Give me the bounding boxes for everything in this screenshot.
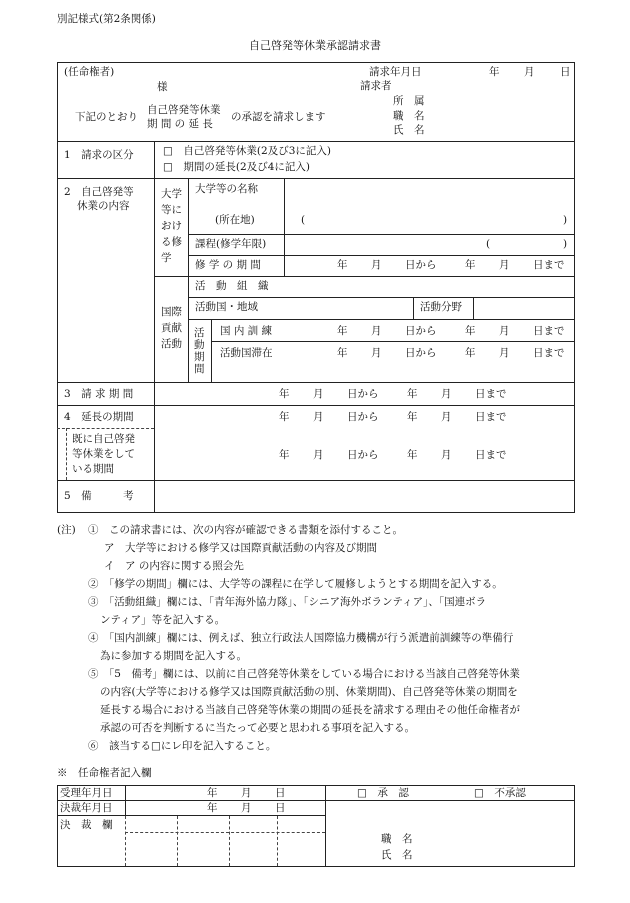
paren-close: ) — [563, 214, 568, 226]
request-year: 年 — [489, 66, 500, 78]
approval-column-label: 決 裁 欄 — [60, 819, 113, 831]
leave-content-label-1: 2 自己啓発等 — [64, 186, 134, 198]
dept-label: 所 属 — [393, 95, 425, 107]
activity-org-label: 活 動 組 織 — [195, 280, 269, 292]
received-date-label: 受理年月日 — [60, 787, 113, 799]
appointer-label: (任命権者) — [64, 66, 115, 78]
request-date-label: 請求年月日 — [369, 66, 422, 78]
notes-head: (注) — [57, 524, 76, 536]
remarks-label: 5 備 考 — [64, 490, 134, 502]
stay-abroad-label: 活動国滞在 — [220, 347, 273, 359]
body-option-extension: 期 間 の 延 長 — [147, 118, 213, 130]
univ-location-label: (所在地) — [215, 214, 255, 226]
request-month: 月 — [524, 66, 535, 78]
page-title: 自己啓発等休業承認請求書 — [249, 39, 381, 52]
requester-label: 請求者 — [360, 80, 392, 92]
paren-open: ( — [301, 214, 306, 226]
body-option-leave: 自己啓発等休業 — [147, 104, 221, 116]
study-period-label: 修 学 の 期 間 — [195, 259, 261, 271]
request-type-option-extension[interactable]: □ 期間の延長(2及び4に記入) — [163, 161, 310, 173]
appointer-name-label: 氏 名 — [381, 849, 413, 861]
leave-content-label-2: 休業の内容 — [77, 200, 130, 212]
domestic-training-label: 国 内 訓 練 — [220, 325, 273, 337]
disapprove-checkbox[interactable]: □ 不承認 — [474, 787, 526, 799]
decided-date-label: 決裁年月日 — [60, 802, 113, 814]
paren-close: ) — [563, 238, 568, 250]
course-label: 課程(修学年限) — [195, 238, 267, 250]
extension-period-label: 4 延長の期間 — [64, 411, 134, 423]
post-label: 職 名 — [393, 110, 425, 122]
request-day: 日 — [560, 66, 571, 78]
activity-field-label: 活動分野 — [420, 301, 462, 313]
approve-checkbox[interactable]: □ 承 認 — [357, 787, 409, 799]
request-type-option-leave[interactable]: □ 自己啓発等休業(2及び3に記入) — [163, 145, 331, 157]
request-type-label: 1 請求の区分 — [64, 149, 134, 161]
body-right-text: の承認を請求します — [231, 111, 326, 123]
form-label: 別記様式(第2条関係) — [57, 13, 156, 25]
univ-name-label: 大学等の名称 — [195, 183, 258, 195]
activity-country-label: 活動国・地域 — [195, 301, 258, 313]
appointer-post-label: 職 名 — [381, 833, 413, 845]
sama-label: 様 — [157, 81, 168, 93]
appointer-section-heading: ※ 任命権者記入欄 — [57, 767, 152, 779]
paren-open: ( — [486, 238, 491, 250]
name-label: 氏 名 — [393, 124, 425, 136]
body-left-text: 下記のとおり — [75, 111, 138, 123]
request-period-label: 3 請 求 期 間 — [64, 388, 134, 400]
